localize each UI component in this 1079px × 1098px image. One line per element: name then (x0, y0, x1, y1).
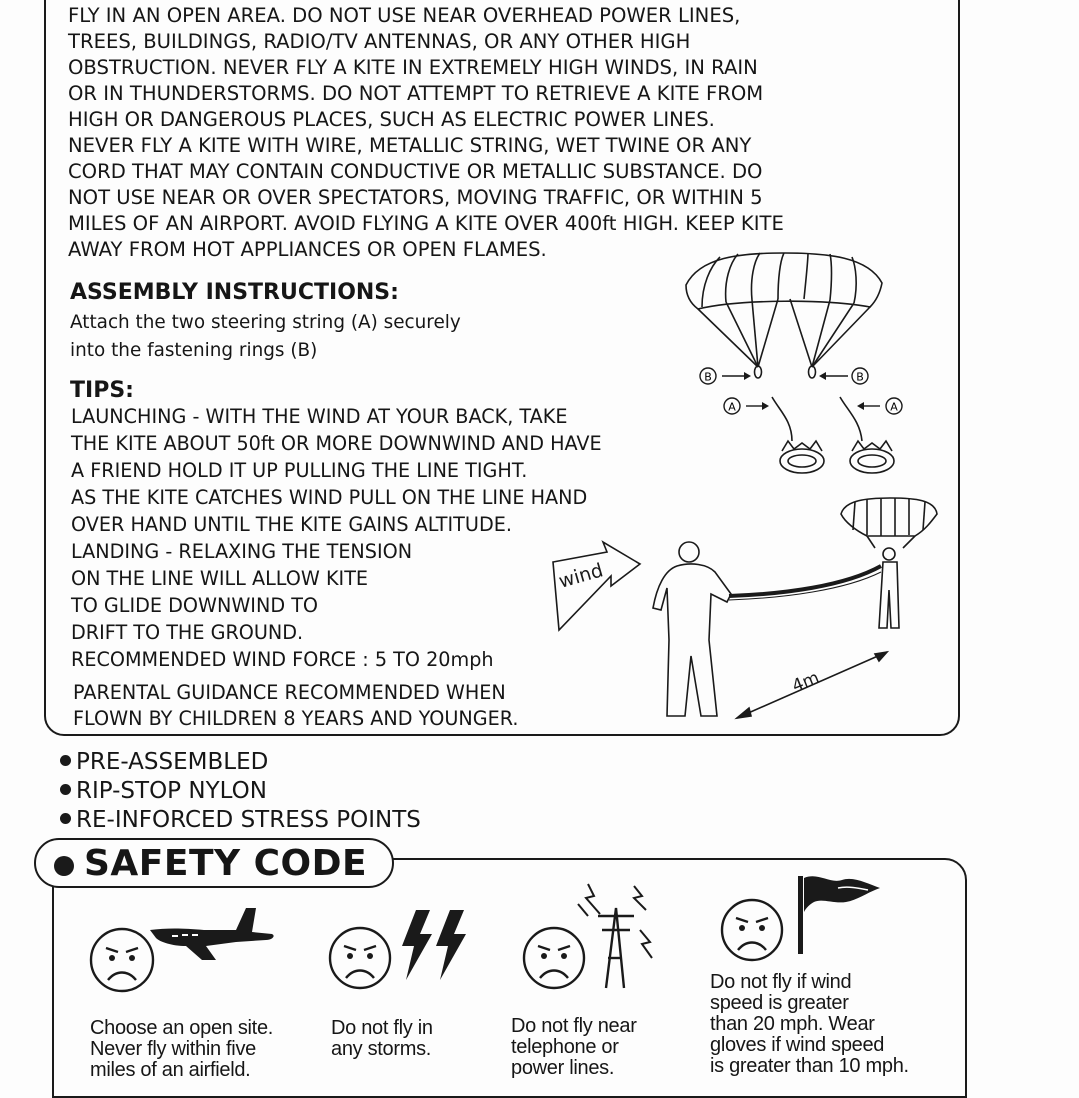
warning-line: NEVER FLY A KITE WITH WIRE, METALLIC STRING, WET TWINE OR ANY (68, 134, 752, 157)
svg-text:B: B (704, 370, 712, 384)
tips-line: RECOMMENDED WIND FORCE : 5 TO 20mph (71, 648, 494, 671)
tips-heading: TIPS: (70, 378, 134, 403)
feature-item: PRE-ASSEMBLED (60, 748, 421, 777)
svg-text:4m: 4m (789, 667, 823, 697)
assembly-diagram (680, 245, 920, 485)
feature-list (60, 748, 421, 835)
safety-item-1-graphic (86, 900, 286, 1000)
warning-line: OR IN THUNDERSTORMS. DO NOT ATTEMPT TO RETRIEVE A KITE FROM (68, 82, 764, 105)
warning-line: MILES OF AN AIRPORT. AVOID FLYING A KITE OVER 400ft HIGH. KEEP KITE (68, 212, 784, 235)
tips-line: AS THE KITE CATCHES WIND PULL ON THE LINE HAND (71, 486, 588, 509)
guidance-line: FLOWN BY CHILDREN 8 YEARS AND YOUNGER. (73, 707, 519, 730)
distance-arrow (737, 652, 887, 718)
svg-text:wind: wind (556, 559, 606, 593)
assembly-line: into the fastening rings (B) (70, 340, 318, 361)
safety-item-3-graphic (518, 878, 668, 998)
bullet-icon (60, 755, 71, 766)
wind-arrow-icon (553, 542, 640, 630)
tips-line: ON THE LINE WILL ALLOW KITE (71, 567, 369, 590)
warning-line: OBSTRUCTION. NEVER FLY A KITE IN EXTREMELY HIGH WINDS, IN RAIN (68, 56, 758, 79)
sad-face-icon (722, 900, 782, 960)
safety-item-2-graphic (326, 900, 476, 1000)
label-b-left (700, 368, 751, 384)
warning-line: FLY IN AN OPEN AREA. DO NOT USE NEAR OVERHEAD POWER LINES, (68, 4, 741, 27)
safety-caption-4: Do not fly if wind speed is greater than 20 mph. Wear gloves if wind speed is greater than 10 mph. (710, 971, 909, 1077)
wind-flag-icon (798, 876, 880, 954)
person-flyer-icon (653, 542, 731, 716)
power-tower-icon (578, 884, 652, 988)
sad-face-icon (330, 928, 390, 988)
kite-helper-icon (841, 498, 937, 628)
svg-text:B: B (856, 370, 864, 384)
warning-line: AWAY FROM HOT APPLIANCES OR OPEN FLAMES. (68, 238, 547, 261)
guidance-line: PARENTAL GUIDANCE RECOMMENDED WHEN (73, 681, 506, 704)
bullet-icon (60, 784, 71, 795)
warning-line: CORD THAT MAY CONTAIN CONDUCTIVE OR METALLIC SUBSTANCE. DO (68, 160, 763, 183)
tips-line: OVER HAND UNTIL THE KITE GAINS ALTITUDE. (71, 513, 512, 536)
steering-handles-icon (772, 397, 894, 473)
safety-caption-3: Do not fly near telephone or power lines. (511, 1015, 637, 1079)
sad-face-icon (91, 929, 153, 991)
tips-line: THE KITE ABOUT 50ft OR MORE DOWNWIND AND HAVE (71, 432, 602, 455)
safety-caption-2: Do not fly in any storms. (331, 1017, 433, 1060)
airplane-icon (150, 908, 274, 960)
svg-text:A: A (728, 400, 736, 414)
safety-item-4-graphic (718, 872, 898, 972)
kite-canopy-icon (686, 253, 882, 378)
tips-line: A FRIEND HOLD IT UP PULLING THE LINE TIGHT. (71, 459, 528, 482)
safety-title: SAFETY CODE (84, 843, 368, 884)
bullet-icon (54, 856, 74, 876)
label-b-right (819, 368, 868, 384)
assembly-heading: ASSEMBLY INSTRUCTIONS: (70, 280, 399, 305)
flying-scene (545, 490, 955, 730)
label-a-left (724, 398, 769, 414)
bullet-icon (60, 813, 71, 824)
warning-line: HIGH OR DANGEROUS PLACES, SUCH AS ELECTRIC POWER LINES. (68, 108, 715, 131)
safety-caption-1: Choose an open site. Never fly within five miles of an airfield. (90, 1017, 274, 1081)
assembly-line: Attach the two steering string (A) securely (70, 312, 461, 333)
warning-line: TREES, BUILDINGS, RADIO/TV ANTENNAS, OR ANY OTHER HIGH (68, 30, 691, 53)
feature-item: RIP-STOP NYLON (60, 777, 421, 806)
tips-line: DRIFT TO THE GROUND. (71, 621, 304, 644)
feature-item: RE-INFORCED STRESS POINTS (60, 806, 421, 835)
tips-line: LAUNCHING - WITH THE WIND AT YOUR BACK, TAKE (71, 405, 568, 428)
svg-text:A: A (890, 400, 898, 414)
label-a-right (857, 398, 902, 414)
sad-face-icon (524, 928, 584, 988)
tips-line: LANDING - RELAXING THE TENSION (71, 540, 413, 563)
lightning-icon (402, 910, 466, 980)
warning-line: NOT USE NEAR OR OVER SPECTATORS, MOVING TRAFFIC, OR WITHIN 5 (68, 186, 763, 209)
tips-line: TO GLIDE DOWNWIND TO (71, 594, 319, 617)
